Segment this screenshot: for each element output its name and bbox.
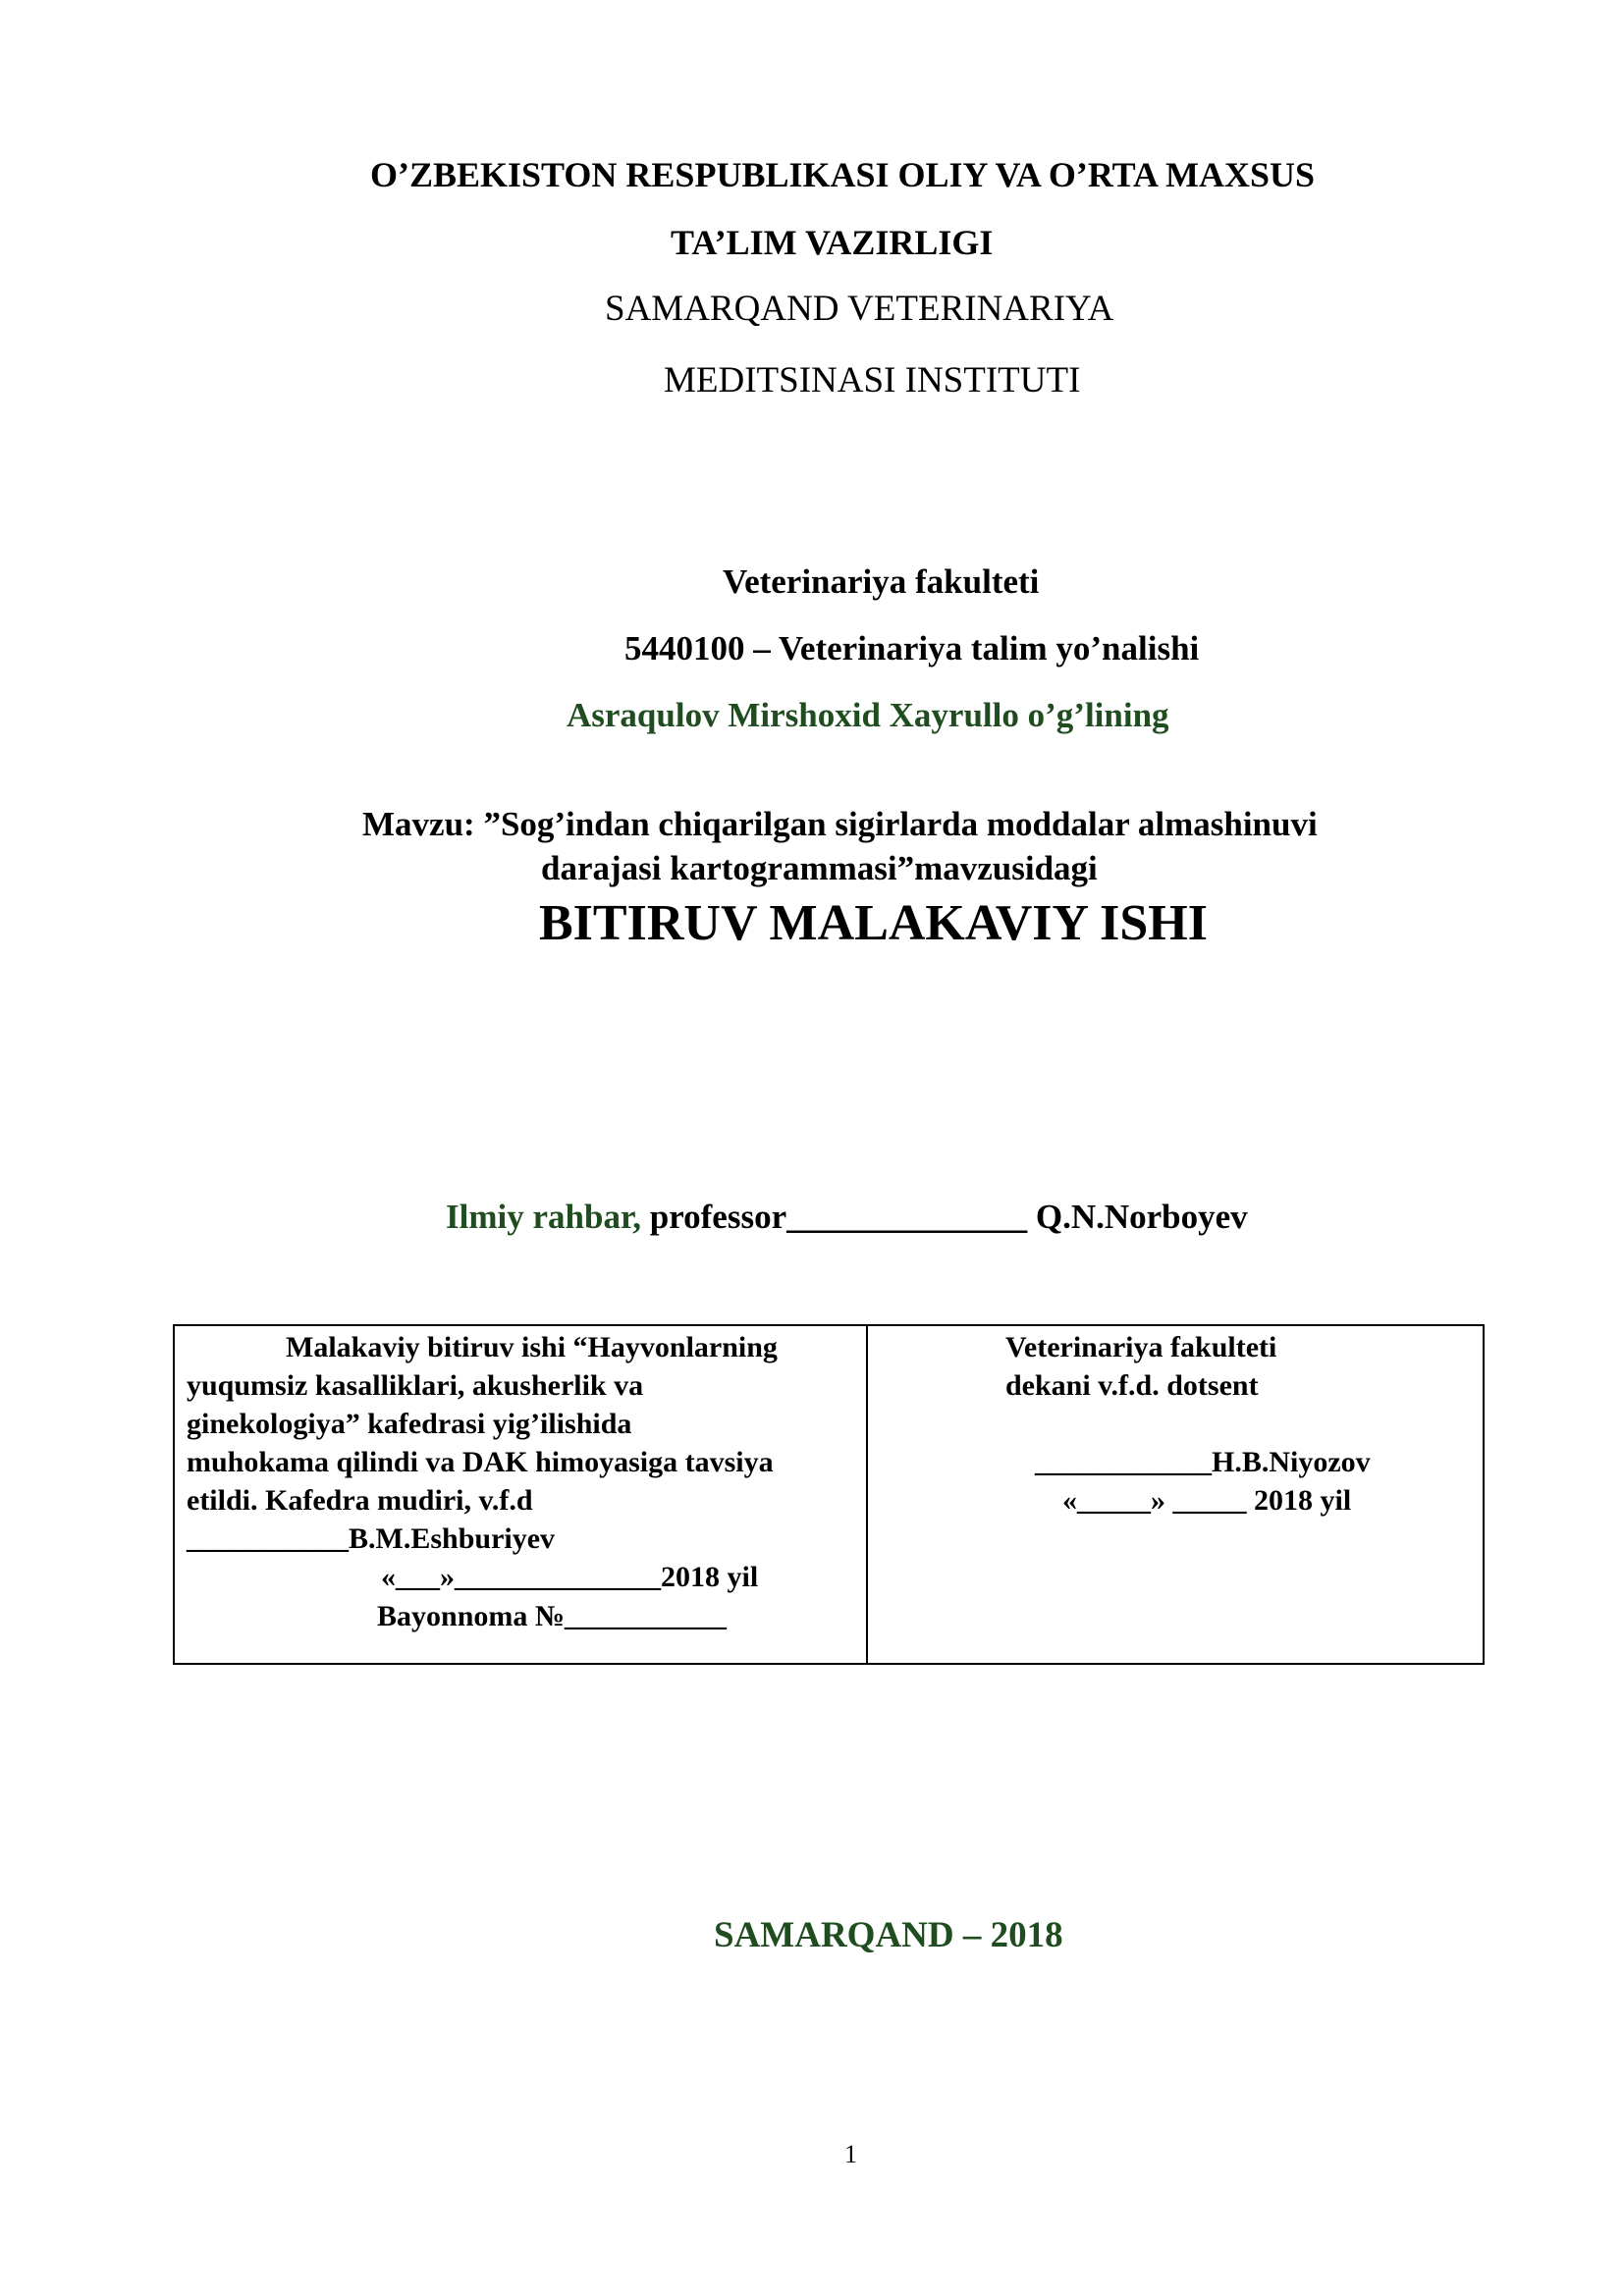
department-text-line: yuqumsiz kasalliklari, akusherlik va — [187, 1369, 644, 1402]
department-head-signature: ___________B.M.Eshburiyev — [187, 1522, 556, 1555]
topic-line-2: darajasi kartogrammasi”mavzusidagi — [541, 849, 1098, 887]
protocol-number: Bayonnoma №___________ — [377, 1600, 728, 1632]
faculty-name: Veterinariya fakulteti — [723, 562, 1040, 601]
dean-signature: ____________H.B.Niyozov — [1035, 1446, 1371, 1478]
institute-line-1: SAMARQAND VETERINARIYA — [605, 289, 1114, 329]
ministry-line-2: TA’LIM VAZIRLIGI — [671, 223, 994, 262]
supervisor-rank: professor — [641, 1198, 787, 1236]
thesis-title: BITIRUV MALAKAVIY ISHI — [539, 895, 1208, 951]
department-date: «___»______________2018 yil — [381, 1561, 759, 1593]
dean-text-line: dekani v.f.d. dotsent — [1005, 1369, 1259, 1402]
department-text-line: muhokama qilindi va DAK himoyasiga tavsiya — [187, 1446, 774, 1478]
dean-text-line: Veterinariya fakulteti — [1005, 1331, 1277, 1363]
supervisor-signature-blank: ______________ — [786, 1198, 1028, 1236]
approval-table — [173, 1324, 1485, 1665]
dean-approval-cell — [868, 1326, 1483, 1663]
department-text-line: Malakaviy bitiruv ishi “Hayvonlarning — [286, 1331, 778, 1363]
department-text-line: ginekologiya” kafedrasi yig’ilishida — [187, 1408, 632, 1440]
page-number: 1 — [844, 2140, 857, 2168]
department-approval-cell — [175, 1326, 868, 1663]
supervisor-role: Ilmiy rahbar, — [446, 1198, 642, 1236]
dean-date: «_____» _____ 2018 yil — [1062, 1484, 1352, 1517]
topic-line-1: Mavzu: ”Sog’indan chiqarilgan sigirlarda moddalar almashinuvi — [362, 805, 1318, 843]
department-text-line: etildi. Kafedra mudiri, v.f.d — [187, 1484, 533, 1517]
institute-line-2: MEDITSINASI INSTITUTI — [664, 360, 1081, 400]
city-year: SAMARQAND – 2018 — [714, 1915, 1063, 1955]
specialty: 5440100 – Veterinariya talim yo’nalishi — [624, 629, 1200, 667]
supervisor-line — [446, 1198, 1248, 1237]
student-name: Asraqulov Mirshoxid Xayrullo o’g’lining — [567, 696, 1169, 734]
supervisor-name: Q.N.Norboyev — [1027, 1198, 1248, 1236]
ministry-line-1: O’ZBEKISTON RESPUBLIKASI OLIY VA O’RTA MAXSUS — [370, 155, 1315, 194]
